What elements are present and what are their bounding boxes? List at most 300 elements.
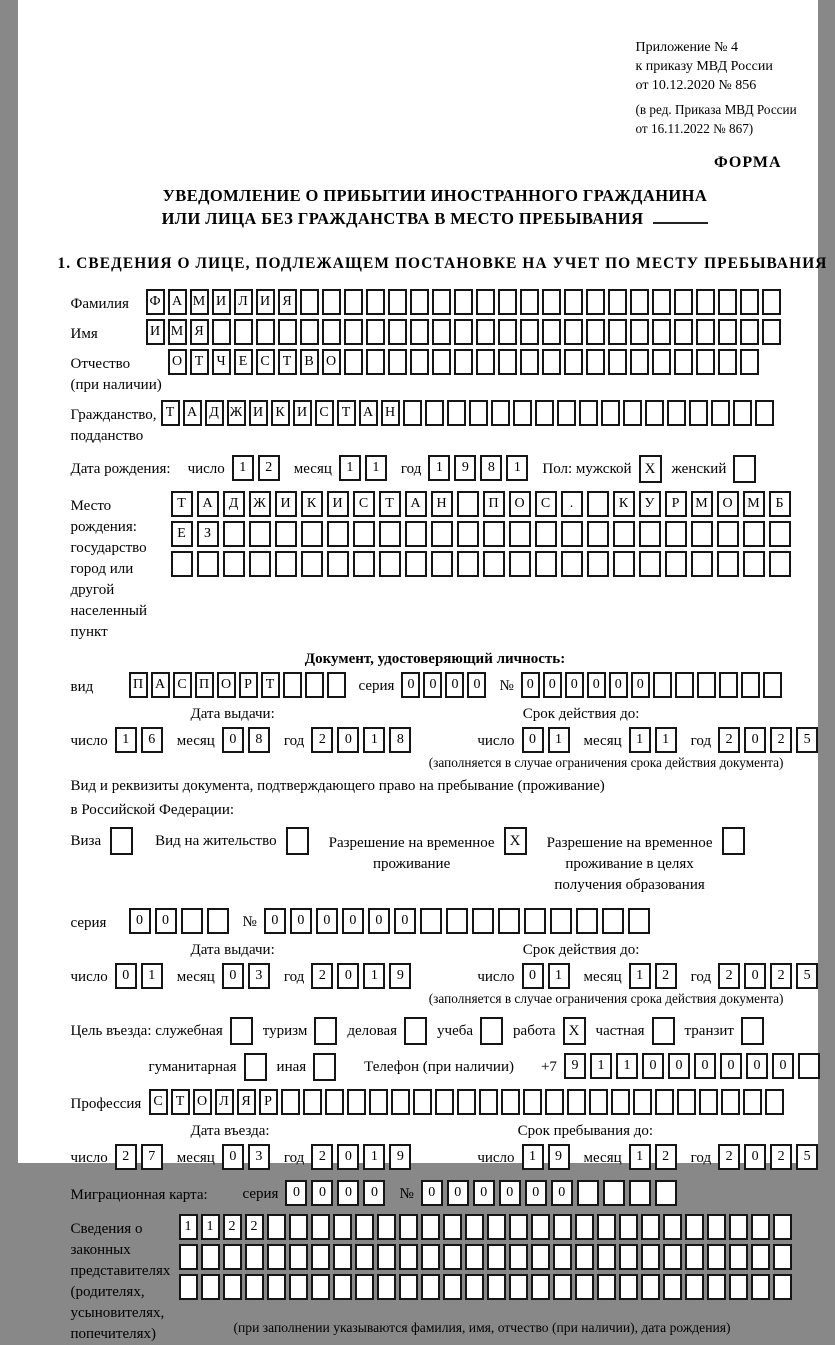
char-cell[interactable] [696,349,715,375]
char-cell[interactable]: 0 [316,908,338,934]
char-cell[interactable]: 0 [467,672,486,698]
char-cell[interactable] [207,908,229,934]
char-cell[interactable] [509,551,531,577]
char-cell[interactable]: 1 [522,1144,544,1170]
char-cell[interactable] [685,1274,704,1300]
char-cell[interactable] [542,349,561,375]
char-cell[interactable]: 2 [718,963,740,989]
char-cell[interactable] [542,289,561,315]
char-cell[interactable]: Ж [249,491,271,517]
char-cell[interactable]: 2 [311,963,333,989]
char-cell[interactable]: М [168,319,187,345]
visa-checkbox[interactable] [110,827,133,855]
char-cell[interactable] [531,1244,550,1270]
char-cell[interactable] [377,1274,396,1300]
char-cell[interactable] [469,400,488,426]
char-cell[interactable]: Д [205,400,224,426]
purpose-transit-checkbox[interactable] [741,1017,764,1045]
char-cell[interactable] [472,908,494,934]
char-cell[interactable] [729,1244,748,1270]
char-cell[interactable]: 0 [337,963,359,989]
char-cell[interactable]: 0 [222,727,244,753]
purpose-tourism-checkbox[interactable] [314,1017,337,1045]
char-cell[interactable] [707,1274,726,1300]
char-cell[interactable]: П [195,672,214,698]
char-cell[interactable] [432,349,451,375]
char-cell[interactable]: А [151,672,170,698]
char-cell[interactable] [603,1180,625,1206]
char-cell[interactable] [443,1214,462,1240]
char-cell[interactable]: 0 [565,672,584,698]
char-cell[interactable] [740,289,759,315]
char-cell[interactable]: О [168,349,187,375]
char-cell[interactable] [601,400,620,426]
char-cell[interactable]: У [639,491,661,517]
char-cell[interactable] [597,1274,616,1300]
char-cell[interactable] [491,400,510,426]
char-cell[interactable] [707,1214,726,1240]
char-cell[interactable]: А [168,289,187,315]
char-cell[interactable] [762,319,781,345]
char-cell[interactable] [531,1274,550,1300]
char-cell[interactable] [564,319,583,345]
char-cell[interactable] [542,319,561,345]
char-cell[interactable] [633,1089,652,1115]
char-cell[interactable] [311,1274,330,1300]
char-cell[interactable] [431,551,453,577]
char-cell[interactable] [587,551,609,577]
char-cell[interactable] [557,400,576,426]
char-cell[interactable] [587,491,609,517]
char-cell[interactable] [498,319,517,345]
char-cell[interactable] [405,551,427,577]
char-cell[interactable] [509,1214,528,1240]
char-cell[interactable] [379,521,401,547]
char-cell[interactable] [652,319,671,345]
char-cell[interactable]: К [271,400,290,426]
char-cell[interactable] [391,1089,410,1115]
char-cell[interactable]: К [301,491,323,517]
char-cell[interactable] [425,400,444,426]
temp-residence-edu-checkbox[interactable] [722,827,745,855]
purpose-private-checkbox[interactable] [652,1017,675,1045]
char-cell[interactable]: И [256,289,275,315]
char-cell[interactable] [608,289,627,315]
char-cell[interactable] [413,1089,432,1115]
char-cell[interactable] [301,521,323,547]
char-cell[interactable] [740,319,759,345]
char-cell[interactable] [344,349,363,375]
char-cell[interactable] [355,1244,374,1270]
char-cell[interactable]: Т [171,1089,190,1115]
char-cell[interactable] [586,349,605,375]
char-cell[interactable] [421,1244,440,1270]
char-cell[interactable]: 0 [421,1180,443,1206]
char-cell[interactable] [405,521,427,547]
char-cell[interactable]: Р [239,672,258,698]
char-cell[interactable] [443,1274,462,1300]
char-cell[interactable]: Т [171,491,193,517]
char-cell[interactable] [197,551,219,577]
char-cell[interactable] [523,1089,542,1115]
char-cell[interactable]: 0 [115,963,137,989]
char-cell[interactable] [641,1274,660,1300]
char-cell[interactable]: 1 [363,727,385,753]
char-cell[interactable] [575,1244,594,1270]
char-cell[interactable] [773,1244,792,1270]
char-cell[interactable]: 8 [248,727,270,753]
purpose-other-checkbox[interactable] [313,1053,336,1081]
purpose-study-checkbox[interactable] [480,1017,503,1045]
char-cell[interactable]: О [509,491,531,517]
char-cell[interactable] [689,400,708,426]
char-cell[interactable]: И [249,400,268,426]
char-cell[interactable] [245,1274,264,1300]
char-cell[interactable]: 1 [363,1144,385,1170]
char-cell[interactable] [696,289,715,315]
char-cell[interactable] [751,1274,770,1300]
char-cell[interactable] [743,521,765,547]
char-cell[interactable] [674,349,693,375]
char-cell[interactable] [586,319,605,345]
char-cell[interactable]: 0 [337,1144,359,1170]
char-cell[interactable]: 0 [521,672,540,698]
char-cell[interactable]: 0 [311,1180,333,1206]
char-cell[interactable] [619,1274,638,1300]
char-cell[interactable] [344,289,363,315]
char-cell[interactable] [509,1274,528,1300]
char-cell[interactable] [553,1214,572,1240]
purpose-work-checkbox[interactable]: X [563,1017,586,1045]
char-cell[interactable]: И [275,491,297,517]
char-cell[interactable] [476,349,495,375]
char-cell[interactable] [325,1089,344,1115]
char-cell[interactable] [561,521,583,547]
char-cell[interactable] [575,1274,594,1300]
char-cell[interactable]: С [535,491,557,517]
char-cell[interactable]: 2 [655,963,677,989]
char-cell[interactable]: 1 [629,963,651,989]
char-cell[interactable]: 1 [179,1214,198,1240]
char-cell[interactable]: Ч [212,349,231,375]
char-cell[interactable]: 2 [311,1144,333,1170]
char-cell[interactable] [653,672,672,698]
char-cell[interactable] [740,349,759,375]
char-cell[interactable]: 0 [290,908,312,934]
char-cell[interactable] [300,289,319,315]
char-cell[interactable]: 0 [499,1180,521,1206]
char-cell[interactable] [674,319,693,345]
char-cell[interactable] [465,1244,484,1270]
char-cell[interactable]: Я [278,289,297,315]
char-cell[interactable]: 2 [245,1214,264,1240]
char-cell[interactable] [322,289,341,315]
char-cell[interactable]: 3 [248,963,270,989]
char-cell[interactable] [665,521,687,547]
char-cell[interactable] [639,521,661,547]
char-cell[interactable]: 3 [248,1144,270,1170]
char-cell[interactable] [535,400,554,426]
char-cell[interactable] [741,672,760,698]
char-cell[interactable] [509,1244,528,1270]
char-cell[interactable]: 2 [115,1144,137,1170]
char-cell[interactable] [355,1274,374,1300]
char-cell[interactable]: Т [190,349,209,375]
char-cell[interactable] [652,289,671,315]
char-cell[interactable] [619,1244,638,1270]
char-cell[interactable]: 0 [222,963,244,989]
char-cell[interactable] [645,400,664,426]
char-cell[interactable]: Л [234,289,253,315]
char-cell[interactable]: А [405,491,427,517]
char-cell[interactable]: 0 [222,1144,244,1170]
char-cell[interactable] [655,1089,674,1115]
char-cell[interactable] [667,400,686,426]
char-cell[interactable] [431,521,453,547]
char-cell[interactable]: 0 [401,672,420,698]
char-cell[interactable]: 2 [718,727,740,753]
char-cell[interactable] [717,521,739,547]
char-cell[interactable]: 0 [368,908,390,934]
char-cell[interactable]: О [322,349,341,375]
char-cell[interactable] [773,1214,792,1240]
char-cell[interactable]: 1 [616,1053,638,1079]
char-cell[interactable]: Р [665,491,687,517]
char-cell[interactable] [652,349,671,375]
char-cell[interactable]: И [146,319,165,345]
char-cell[interactable] [719,672,738,698]
char-cell[interactable] [476,319,495,345]
char-cell[interactable]: 0 [631,672,650,698]
char-cell[interactable] [520,319,539,345]
char-cell[interactable] [613,551,635,577]
char-cell[interactable] [353,551,375,577]
char-cell[interactable]: М [190,289,209,315]
char-cell[interactable]: 2 [770,1144,792,1170]
char-cell[interactable]: 0 [473,1180,495,1206]
char-cell[interactable] [685,1214,704,1240]
char-cell[interactable]: 0 [445,672,464,698]
char-cell[interactable]: 0 [522,727,544,753]
char-cell[interactable]: 0 [363,1180,385,1206]
char-cell[interactable]: 0 [744,727,766,753]
char-cell[interactable] [179,1274,198,1300]
char-cell[interactable] [608,319,627,345]
char-cell[interactable] [630,349,649,375]
char-cell[interactable] [447,400,466,426]
char-cell[interactable] [483,521,505,547]
char-cell[interactable] [729,1274,748,1300]
char-cell[interactable] [311,1244,330,1270]
char-cell[interactable] [498,908,520,934]
char-cell[interactable] [520,289,539,315]
char-cell[interactable] [446,908,468,934]
char-cell[interactable] [674,289,693,315]
purpose-humanitarian-checkbox[interactable] [244,1053,267,1081]
char-cell[interactable]: 8 [480,455,502,481]
char-cell[interactable] [379,551,401,577]
char-cell[interactable]: А [183,400,202,426]
char-cell[interactable] [420,908,442,934]
char-cell[interactable] [762,289,781,315]
char-cell[interactable]: 0 [609,672,628,698]
char-cell[interactable] [696,319,715,345]
char-cell[interactable]: А [197,491,219,517]
char-cell[interactable]: 1 [363,963,385,989]
char-cell[interactable] [355,1214,374,1240]
char-cell[interactable]: 6 [141,727,163,753]
char-cell[interactable] [281,1089,300,1115]
char-cell[interactable] [697,672,716,698]
char-cell[interactable] [561,551,583,577]
char-cell[interactable] [587,521,609,547]
char-cell[interactable]: Н [431,491,453,517]
char-cell[interactable]: Е [234,349,253,375]
char-cell[interactable] [765,1089,784,1115]
char-cell[interactable]: 0 [668,1053,690,1079]
char-cell[interactable] [743,1089,762,1115]
char-cell[interactable] [344,319,363,345]
char-cell[interactable] [267,1244,286,1270]
char-cell[interactable]: Ф [146,289,165,315]
char-cell[interactable]: 0 [155,908,177,934]
char-cell[interactable] [641,1214,660,1240]
char-cell[interactable] [769,521,791,547]
char-cell[interactable]: 1 [428,455,450,481]
char-cell[interactable] [179,1244,198,1270]
char-cell[interactable]: 2 [655,1144,677,1170]
char-cell[interactable] [711,400,730,426]
char-cell[interactable] [597,1214,616,1240]
char-cell[interactable]: О [217,672,236,698]
char-cell[interactable] [223,521,245,547]
char-cell[interactable] [564,289,583,315]
char-cell[interactable]: 0 [772,1053,794,1079]
char-cell[interactable] [564,349,583,375]
char-cell[interactable]: Т [337,400,356,426]
char-cell[interactable] [641,1244,660,1270]
char-cell[interactable]: Д [223,491,245,517]
char-cell[interactable]: Ж [227,400,246,426]
char-cell[interactable]: 0 [342,908,364,934]
char-cell[interactable] [201,1274,220,1300]
char-cell[interactable] [498,349,517,375]
char-cell[interactable] [234,319,253,345]
char-cell[interactable] [602,908,624,934]
char-cell[interactable]: 0 [525,1180,547,1206]
char-cell[interactable] [457,491,479,517]
char-cell[interactable] [465,1214,484,1240]
char-cell[interactable] [305,672,324,698]
temp-residence-checkbox[interactable]: X [504,827,527,855]
char-cell[interactable] [353,521,375,547]
char-cell[interactable] [388,289,407,315]
char-cell[interactable]: 0 [744,1144,766,1170]
char-cell[interactable] [465,1274,484,1300]
char-cell[interactable]: 1 [548,727,570,753]
char-cell[interactable]: 9 [548,1144,570,1170]
char-cell[interactable] [366,319,385,345]
char-cell[interactable] [663,1244,682,1270]
char-cell[interactable] [283,672,302,698]
char-cell[interactable]: 1 [655,727,677,753]
char-cell[interactable]: 9 [389,963,411,989]
char-cell[interactable]: 1 [629,727,651,753]
char-cell[interactable] [377,1244,396,1270]
char-cell[interactable]: 9 [389,1144,411,1170]
char-cell[interactable]: 1 [201,1214,220,1240]
char-cell[interactable]: 5 [796,1144,818,1170]
char-cell[interactable]: Т [379,491,401,517]
char-cell[interactable] [718,289,737,315]
char-cell[interactable]: 0 [337,1180,359,1206]
char-cell[interactable] [275,551,297,577]
char-cell[interactable]: П [129,672,148,698]
char-cell[interactable] [303,1089,322,1115]
char-cell[interactable] [366,289,385,315]
char-cell[interactable]: 1 [506,455,528,481]
char-cell[interactable]: 0 [551,1180,573,1206]
char-cell[interactable]: 1 [232,455,254,481]
char-cell[interactable] [333,1214,352,1240]
char-cell[interactable]: А [359,400,378,426]
char-cell[interactable]: О [717,491,739,517]
char-cell[interactable] [589,1089,608,1115]
char-cell[interactable] [553,1244,572,1270]
char-cell[interactable]: 2 [223,1214,242,1240]
char-cell[interactable] [275,521,297,547]
char-cell[interactable]: Т [278,349,297,375]
char-cell[interactable] [249,521,271,547]
char-cell[interactable] [535,551,557,577]
char-cell[interactable]: 1 [365,455,387,481]
char-cell[interactable] [366,349,385,375]
char-cell[interactable]: 0 [587,672,606,698]
char-cell[interactable] [487,1274,506,1300]
char-cell[interactable] [410,319,429,345]
purpose-business-checkbox[interactable] [404,1017,427,1045]
char-cell[interactable] [289,1214,308,1240]
char-cell[interactable] [457,1089,476,1115]
char-cell[interactable] [630,319,649,345]
char-cell[interactable]: 9 [564,1053,586,1079]
char-cell[interactable]: 2 [718,1144,740,1170]
char-cell[interactable]: 1 [629,1144,651,1170]
char-cell[interactable] [665,551,687,577]
char-cell[interactable] [410,349,429,375]
char-cell[interactable]: И [212,289,231,315]
char-cell[interactable] [476,289,495,315]
char-cell[interactable]: 1 [590,1053,612,1079]
char-cell[interactable]: П [483,491,505,517]
char-cell[interactable] [399,1274,418,1300]
char-cell[interactable]: К [613,491,635,517]
char-cell[interactable] [201,1244,220,1270]
char-cell[interactable] [663,1274,682,1300]
char-cell[interactable] [773,1274,792,1300]
char-cell[interactable] [639,551,661,577]
char-cell[interactable]: М [691,491,713,517]
char-cell[interactable] [327,551,349,577]
char-cell[interactable] [388,349,407,375]
char-cell[interactable] [311,1214,330,1240]
char-cell[interactable] [576,908,598,934]
char-cell[interactable]: С [315,400,334,426]
char-cell[interactable] [223,1274,242,1300]
char-cell[interactable]: Я [237,1089,256,1115]
char-cell[interactable] [501,1089,520,1115]
char-cell[interactable]: В [300,349,319,375]
